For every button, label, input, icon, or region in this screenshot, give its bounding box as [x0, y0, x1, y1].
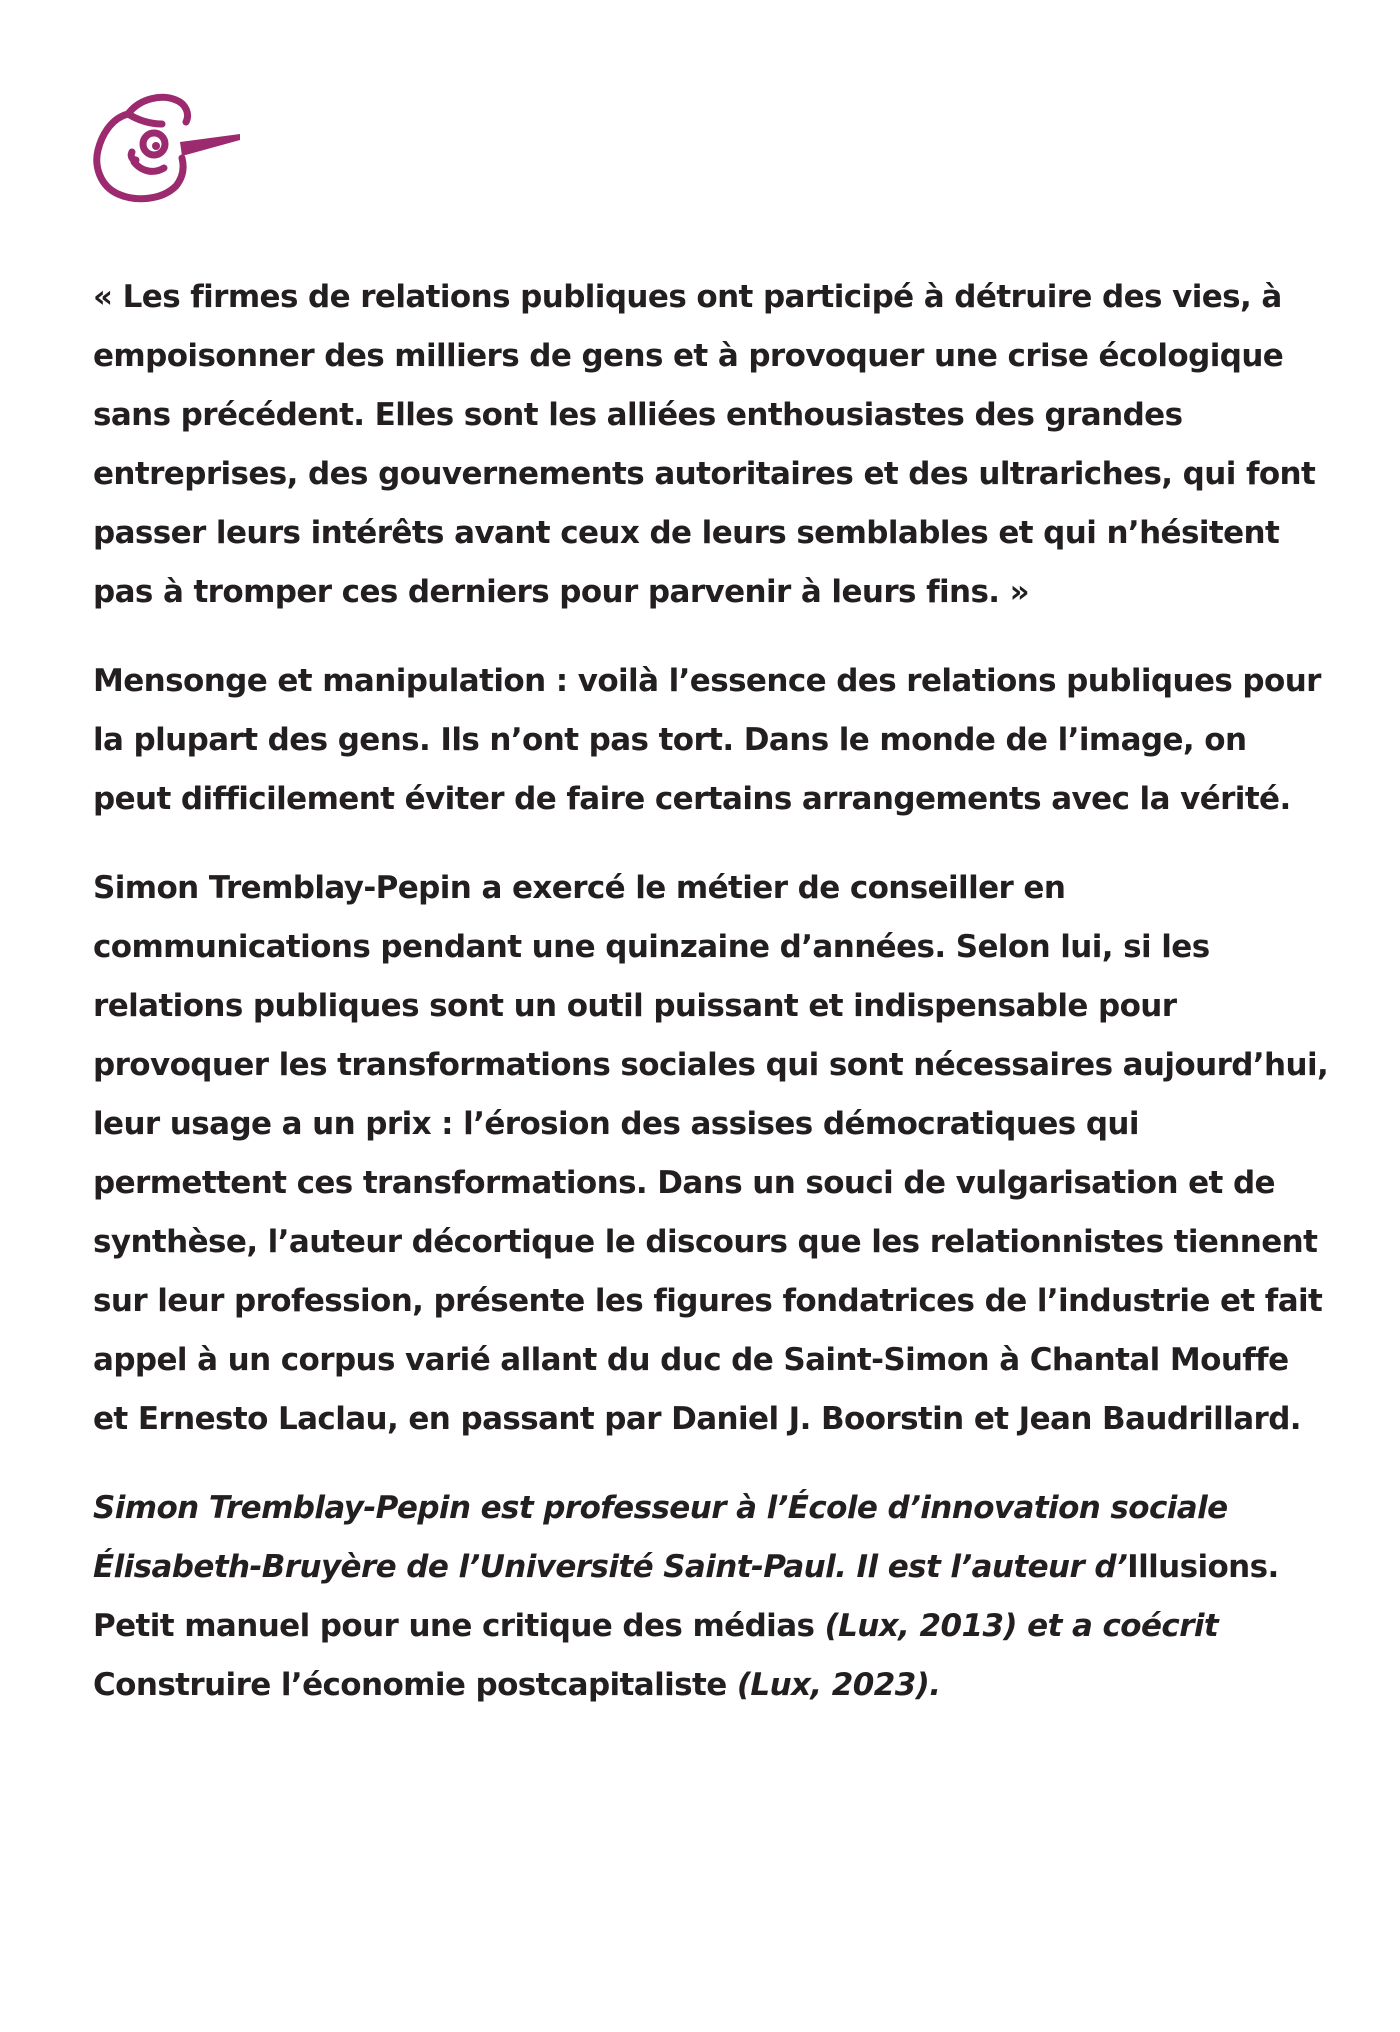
book-title-illusions: Illusions. Petit manuel pour une critique des médias — [93, 1549, 1279, 1644]
quote-paragraph: « Les firmes de relations publiques ont participé à détruire des vies, à empoisonner des milliers de gens et à provoquer une crise écologique sans précédent. Elles sont les alliées enthousiastes des grandes entreprises, des gouvernements autoritaires et des ultrariches, qui font passer leurs intérêts avant ceux de leurs semblables et qui n’hésitent pas à tromper ces derniers pour parvenir à leurs fins. » — [93, 279, 1316, 610]
bio-text: (Lux, 2023). — [726, 1667, 941, 1703]
pinocchio-head-logo — [92, 90, 244, 208]
bio-text: Simon Tremblay-Pepin est professeur à l’École d’innovation sociale Élisabeth-Bruyère de l’Université Saint-Paul. Il est l’auteur d’ — [93, 1490, 1228, 1585]
bio-text: (Lux, 2013) et a coécrit — [814, 1608, 1219, 1644]
summary-paragraph: Mensonge et manipulation : voilà l’essence des relations publiques pour la plupart des gens. Ils n’ont pas tort. Dans le monde de l’image, on peut difficilement éviter de faire certains arrangements avec la vérité. — [93, 663, 1321, 817]
author-bio — [93, 1479, 1333, 1715]
book-title-construire: Construire l’économie postcapitaliste — [93, 1667, 727, 1703]
description-paragraph: Simon Tremblay-Pepin a exercé le métier de conseiller en communications pendant une quinzaine d’années. Selon lui, si les relations publiques sont un outil puissant et indispensable pour provoquer les transformations sociales qui sont nécessaires aujourd’hui, leur usage a un prix : l’érosion des assises démocratiques qui permettent ces transformations. Dans un souci de vulgarisation et de synthèse, l’auteur décortique le discours que les relationnistes tiennent sur leur profession, présente les figures fondatrices de l’industrie et fait appel à un corpus varié allant du duc de Saint-Simon à Chantal Mouffe et Ernesto Laclau, en passant par Daniel J. Boorstin et Jean Baudrillard. — [93, 870, 1329, 1437]
back-cover-text — [93, 268, 1333, 1745]
